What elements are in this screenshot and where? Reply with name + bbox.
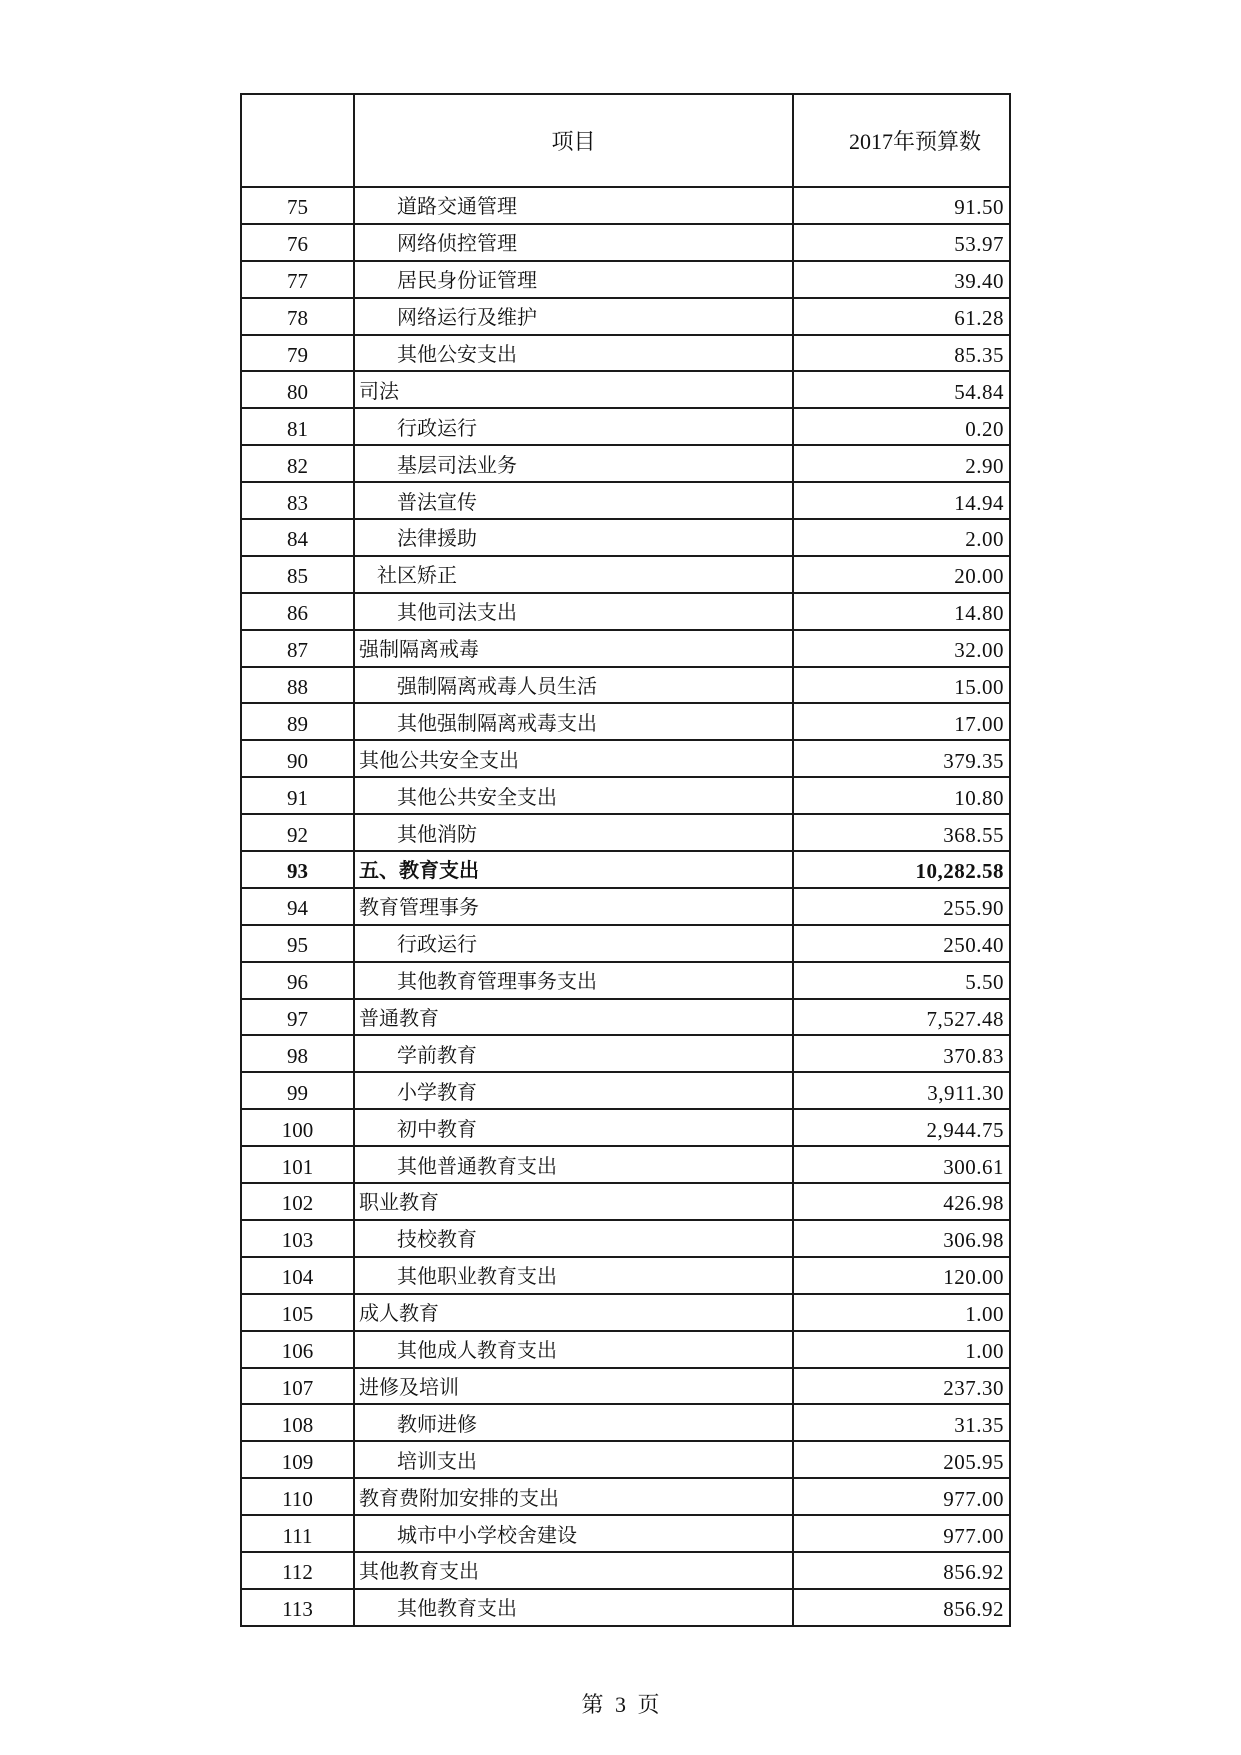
- row-number: 77: [241, 261, 354, 298]
- row-item: 居民身份证管理: [354, 261, 793, 298]
- table-row: [241, 1368, 1010, 1405]
- table-row: [241, 298, 1010, 335]
- row-item: 强制隔离戒毒人员生活: [354, 667, 793, 704]
- row-item: 教育管理事务: [354, 888, 793, 925]
- row-number: 87: [241, 630, 354, 667]
- row-amount: 17.00: [793, 703, 1010, 740]
- row-amount: 205.95: [793, 1441, 1010, 1478]
- row-amount: 10,282.58: [793, 851, 1010, 888]
- row-item: 其他教育支出: [354, 1552, 793, 1589]
- row-amount: 31.35: [793, 1404, 1010, 1441]
- table-row: [241, 371, 1010, 408]
- table-row: [241, 593, 1010, 630]
- row-number: 79: [241, 335, 354, 372]
- row-item: 道路交通管理: [354, 187, 793, 224]
- row-number: 85: [241, 556, 354, 593]
- row-number: 100: [241, 1109, 354, 1146]
- table-row: [241, 703, 1010, 740]
- row-amount: 856.92: [793, 1552, 1010, 1589]
- row-number: 112: [241, 1552, 354, 1589]
- row-item: 强制隔离戒毒: [354, 630, 793, 667]
- table-row: [241, 1220, 1010, 1257]
- row-number: 102: [241, 1183, 354, 1220]
- row-item: 其他成人教育支出: [354, 1331, 793, 1368]
- budget-table: [240, 93, 1011, 1627]
- row-amount: 368.55: [793, 814, 1010, 851]
- row-amount: 237.30: [793, 1368, 1010, 1405]
- row-amount: 977.00: [793, 1478, 1010, 1515]
- row-amount: 2.00: [793, 519, 1010, 556]
- row-number: 93: [241, 851, 354, 888]
- row-number: 97: [241, 999, 354, 1036]
- table-row: [241, 1441, 1010, 1478]
- table-row: [241, 1589, 1010, 1626]
- table-row: [241, 925, 1010, 962]
- row-item: 法律援助: [354, 519, 793, 556]
- table-row: [241, 851, 1010, 888]
- row-item: 司法: [354, 371, 793, 408]
- row-item: 小学教育: [354, 1072, 793, 1109]
- row-amount: 120.00: [793, 1257, 1010, 1294]
- row-amount: 14.94: [793, 482, 1010, 519]
- row-item: 五、教育支出: [354, 851, 793, 888]
- table-row: [241, 777, 1010, 814]
- table-row: [241, 187, 1010, 224]
- row-number: 95: [241, 925, 354, 962]
- table-row: [241, 482, 1010, 519]
- row-number: 106: [241, 1331, 354, 1368]
- row-number: 92: [241, 814, 354, 851]
- row-amount: 85.35: [793, 335, 1010, 372]
- table-row: [241, 740, 1010, 777]
- row-item: 社区矫正: [354, 556, 793, 593]
- table-row: [241, 408, 1010, 445]
- table-row: [241, 1515, 1010, 1552]
- row-amount: 255.90: [793, 888, 1010, 925]
- row-item: 普法宣传: [354, 482, 793, 519]
- row-item: 其他消防: [354, 814, 793, 851]
- row-item: 学前教育: [354, 1035, 793, 1072]
- row-item: 技校教育: [354, 1220, 793, 1257]
- row-amount: 379.35: [793, 740, 1010, 777]
- table-row: [241, 667, 1010, 704]
- row-amount: 14.80: [793, 593, 1010, 630]
- table-row: [241, 630, 1010, 667]
- table-row: [241, 962, 1010, 999]
- page-number: 第 3 页: [581, 1692, 660, 1717]
- row-item: 行政运行: [354, 925, 793, 962]
- row-amount: 2,944.75: [793, 1109, 1010, 1146]
- row-amount: 54.84: [793, 371, 1010, 408]
- table-row: [241, 556, 1010, 593]
- table-row: [241, 888, 1010, 925]
- row-item: 网络侦控管理: [354, 224, 793, 261]
- table-row: [241, 1183, 1010, 1220]
- row-item: 行政运行: [354, 408, 793, 445]
- row-amount: 10.80: [793, 777, 1010, 814]
- row-number: 110: [241, 1478, 354, 1515]
- header-item: 项目: [354, 94, 793, 187]
- table-row: [241, 1478, 1010, 1515]
- row-item: 职业教育: [354, 1183, 793, 1220]
- row-amount: 300.61: [793, 1146, 1010, 1183]
- row-amount: 5.50: [793, 962, 1010, 999]
- row-amount: 426.98: [793, 1183, 1010, 1220]
- table-header-row: [241, 94, 1010, 187]
- row-number: 83: [241, 482, 354, 519]
- row-number: 99: [241, 1072, 354, 1109]
- row-item: 初中教育: [354, 1109, 793, 1146]
- table-row: [241, 1035, 1010, 1072]
- row-item: 培训支出: [354, 1441, 793, 1478]
- table-row: [241, 1552, 1010, 1589]
- row-number: 94: [241, 888, 354, 925]
- row-amount: 856.92: [793, 1589, 1010, 1626]
- row-number: 105: [241, 1294, 354, 1331]
- row-number: 78: [241, 298, 354, 335]
- row-item: 基层司法业务: [354, 445, 793, 482]
- row-amount: 61.28: [793, 298, 1010, 335]
- row-amount: 1.00: [793, 1294, 1010, 1331]
- row-number: 107: [241, 1368, 354, 1405]
- row-number: 76: [241, 224, 354, 261]
- row-amount: 91.50: [793, 187, 1010, 224]
- row-item: 进修及培训: [354, 1368, 793, 1405]
- row-amount: 2.90: [793, 445, 1010, 482]
- row-amount: 20.00: [793, 556, 1010, 593]
- row-item: 其他公共安全支出: [354, 740, 793, 777]
- row-amount: 32.00: [793, 630, 1010, 667]
- row-number: 80: [241, 371, 354, 408]
- row-number: 88: [241, 667, 354, 704]
- row-item: 网络运行及维护: [354, 298, 793, 335]
- row-amount: 306.98: [793, 1220, 1010, 1257]
- table-row: [241, 999, 1010, 1036]
- row-amount: 250.40: [793, 925, 1010, 962]
- table-row: [241, 1404, 1010, 1441]
- row-number: 86: [241, 593, 354, 630]
- header-index: [241, 94, 354, 187]
- row-item: 成人教育: [354, 1294, 793, 1331]
- table-row: [241, 261, 1010, 298]
- row-number: 82: [241, 445, 354, 482]
- row-amount: 977.00: [793, 1515, 1010, 1552]
- row-amount: 1.00: [793, 1331, 1010, 1368]
- row-item: 其他教育支出: [354, 1589, 793, 1626]
- row-number: 103: [241, 1220, 354, 1257]
- row-number: 98: [241, 1035, 354, 1072]
- row-item: 其他职业教育支出: [354, 1257, 793, 1294]
- row-amount: 370.83: [793, 1035, 1010, 1072]
- row-amount: 0.20: [793, 408, 1010, 445]
- row-number: 111: [241, 1515, 354, 1552]
- row-number: 91: [241, 777, 354, 814]
- header-amount: 2017年预算数: [793, 94, 1010, 187]
- table-row: [241, 1257, 1010, 1294]
- table-row: [241, 519, 1010, 556]
- row-number: 101: [241, 1146, 354, 1183]
- row-item: 普通教育: [354, 999, 793, 1036]
- row-number: 90: [241, 740, 354, 777]
- row-amount: 7,527.48: [793, 999, 1010, 1036]
- row-number: 108: [241, 1404, 354, 1441]
- row-number: 109: [241, 1441, 354, 1478]
- row-item: 教师进修: [354, 1404, 793, 1441]
- row-number: 84: [241, 519, 354, 556]
- row-item: 其他教育管理事务支出: [354, 962, 793, 999]
- row-item: 其他公共安全支出: [354, 777, 793, 814]
- table-row: [241, 814, 1010, 851]
- row-item: 教育费附加安排的支出: [354, 1478, 793, 1515]
- row-amount: 15.00: [793, 667, 1010, 704]
- row-item: 其他强制隔离戒毒支出: [354, 703, 793, 740]
- table-body: [241, 187, 1010, 1626]
- table-row: [241, 224, 1010, 261]
- table-row: [241, 1331, 1010, 1368]
- row-number: 75: [241, 187, 354, 224]
- table-row: [241, 1294, 1010, 1331]
- table-row: [241, 1072, 1010, 1109]
- table-row: [241, 335, 1010, 372]
- table-row: [241, 1109, 1010, 1146]
- row-number: 96: [241, 962, 354, 999]
- row-amount: 3,911.30: [793, 1072, 1010, 1109]
- row-item: 其他普通教育支出: [354, 1146, 793, 1183]
- row-amount: 39.40: [793, 261, 1010, 298]
- table-row: [241, 1146, 1010, 1183]
- row-number: 89: [241, 703, 354, 740]
- row-number: 113: [241, 1589, 354, 1626]
- row-item: 其他公安支出: [354, 335, 793, 372]
- row-item: 城市中小学校舍建设: [354, 1515, 793, 1552]
- row-item: 其他司法支出: [354, 593, 793, 630]
- table-row: [241, 445, 1010, 482]
- row-amount: 53.97: [793, 224, 1010, 261]
- row-number: 81: [241, 408, 354, 445]
- row-number: 104: [241, 1257, 354, 1294]
